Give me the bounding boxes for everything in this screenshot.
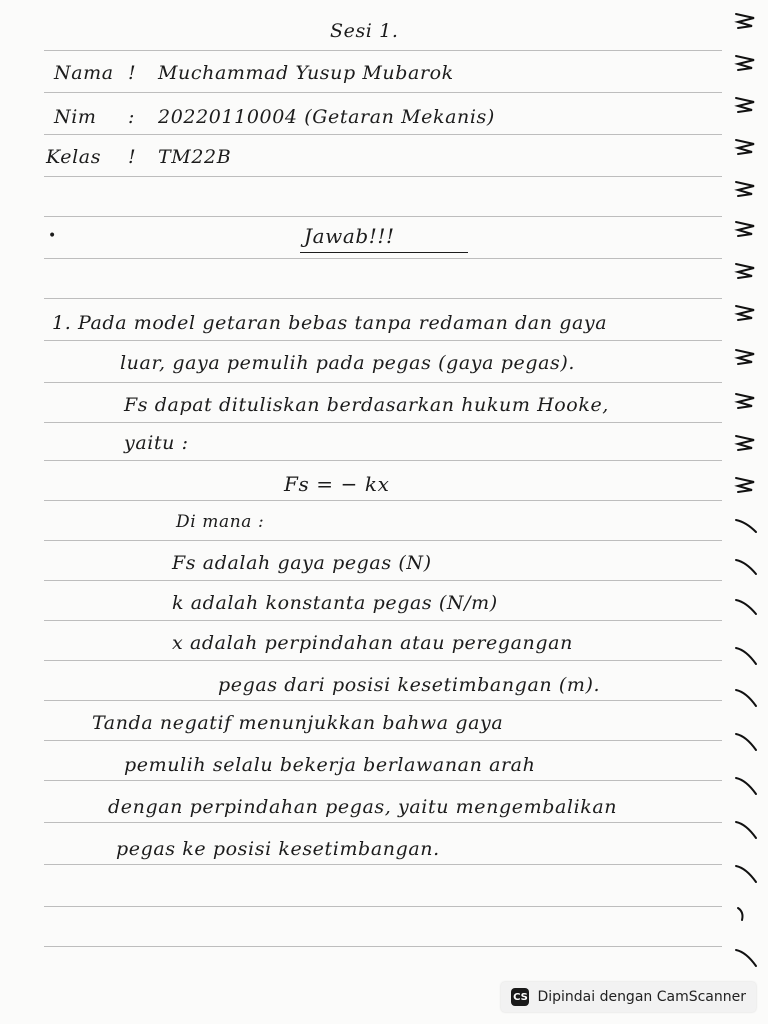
ruled-line bbox=[44, 422, 722, 423]
nim-colon: : bbox=[128, 106, 136, 128]
answer-line-6: pemulih selalu bekerja berlawanan arah bbox=[124, 754, 536, 776]
answer-line-8: pegas ke posisi kesetimbangan. bbox=[116, 838, 440, 860]
answer-line-1: 1. Pada model getaran bebas tanpa redaman dan gaya bbox=[52, 312, 608, 334]
hooke-formula: Fs = − kx bbox=[284, 472, 390, 496]
ruled-line bbox=[44, 298, 722, 299]
ruled-line bbox=[44, 864, 722, 865]
name-value: Muchammad Yusup Mubarok bbox=[158, 62, 454, 84]
name-label: Nama bbox=[54, 62, 114, 84]
answer-line-4: yaitu : bbox=[124, 432, 189, 454]
answer-line-7: dengan perpindahan pegas, yaitu mengembalikan bbox=[108, 796, 618, 818]
ruled-line bbox=[44, 50, 722, 51]
ruled-line bbox=[44, 134, 722, 135]
answer-heading: Jawab!!! bbox=[304, 224, 395, 248]
ruled-line bbox=[44, 460, 722, 461]
answer-line-3: Fs dapat dituliskan berdasarkan hukum Hooke, bbox=[124, 394, 609, 416]
heading-underline bbox=[300, 252, 468, 253]
nim-value: 20220110004 (Getaran Mekanis) bbox=[158, 106, 495, 128]
ruled-line bbox=[44, 700, 722, 701]
name-colon: ! bbox=[128, 62, 137, 84]
where-label: Di mana : bbox=[176, 512, 265, 532]
ruled-line bbox=[44, 620, 722, 621]
ruled-line bbox=[44, 258, 722, 259]
ruled-line bbox=[44, 92, 722, 93]
ruled-line bbox=[44, 540, 722, 541]
spiral-binding-icon bbox=[730, 0, 768, 980]
class-colon: ! bbox=[128, 146, 137, 168]
ruled-line bbox=[44, 780, 722, 781]
ruled-line bbox=[44, 176, 722, 177]
ruled-line bbox=[44, 822, 722, 823]
definition-k: k adalah konstanta pegas (N/m) bbox=[172, 592, 498, 614]
camscanner-watermark bbox=[501, 982, 756, 1012]
nim-label: Nim bbox=[54, 106, 97, 128]
definition-fs: Fs adalah gaya pegas (N) bbox=[172, 552, 432, 574]
camscanner-logo-icon: CS bbox=[511, 988, 529, 1006]
definition-x-continued: pegas dari posisi kesetimbangan (m). bbox=[218, 674, 601, 696]
ruled-line bbox=[44, 382, 722, 383]
ruled-line bbox=[44, 946, 722, 947]
class-label: Kelas bbox=[46, 146, 102, 168]
definition-x: x adalah perpindahan atau peregangan bbox=[172, 632, 573, 654]
ruled-line bbox=[44, 216, 722, 217]
bullet-marker: • bbox=[48, 228, 57, 244]
ruled-line bbox=[44, 740, 722, 741]
watermark-text: Dipindai dengan CamScanner bbox=[537, 989, 746, 1005]
ruled-line bbox=[44, 500, 722, 501]
answer-line-2: luar, gaya pemulih pada pegas (gaya pegas). bbox=[120, 352, 576, 374]
ruled-line bbox=[44, 340, 722, 341]
ruled-line bbox=[44, 660, 722, 661]
session-title: Sesi 1. bbox=[330, 20, 399, 42]
ruled-line bbox=[44, 580, 722, 581]
ruled-line bbox=[44, 906, 722, 907]
class-value: TM22B bbox=[158, 146, 232, 168]
answer-line-5: Tanda negatif menunjukkan bahwa gaya bbox=[92, 712, 504, 734]
